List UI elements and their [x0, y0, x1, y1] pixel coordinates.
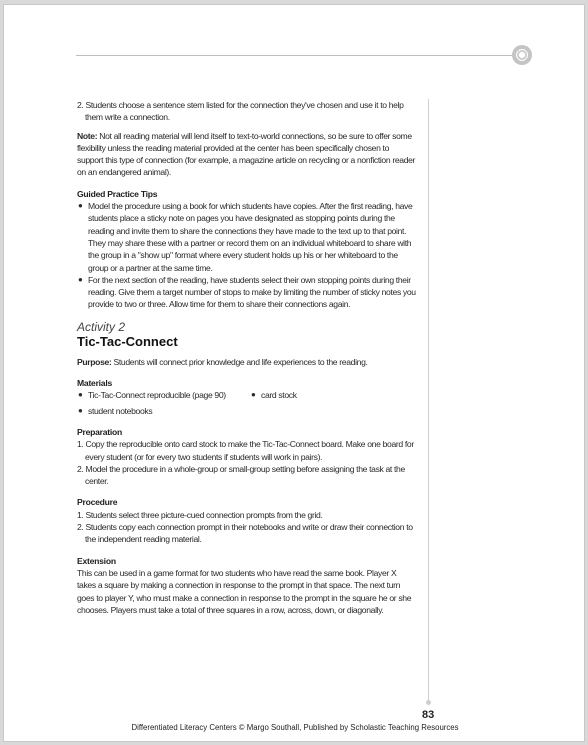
extension-heading: Extension [77, 555, 116, 566]
note-paragraph [77, 130, 417, 179]
guided-bullet-2 [77, 274, 417, 311]
margin-rule [428, 99, 429, 701]
procedure-step-1: 1. Students select three picture-cued connection prompts from the grid. [77, 509, 323, 520]
bullet-icon: ● [78, 201, 83, 211]
materials-item-2: ● card stock [251, 390, 297, 401]
page-number: 83 [422, 709, 435, 721]
materials-item-1: ● Tic-Tac-Connect reproducible (page 90) [78, 390, 226, 401]
bullet-icon: ● [251, 390, 256, 400]
header-rule [76, 55, 516, 56]
guided-bullet-1-text: Model the procedure using a book for which students have copies. After the first reading, have students place a sticky note on pages you have designated as stopping points during the reading and invite them to share the connections they have made to the text up to that point. They may share these with a partner or record them on an individual whiteboard to share with the group in a "show up" format where every student holds up his or her whiteboard to the group or a partner at the same time. [88, 201, 413, 273]
page-content [77, 99, 417, 616]
activity-title: Tic-Tac-Connect [77, 333, 178, 349]
bullet-icon: ● [78, 405, 83, 415]
preparation-step-1: 1. Copy the reproducible onto card stock to make the Tic-Tac-Connect board. Make one board for every student (or for every two students if students will work in pairs). [77, 439, 414, 462]
margin-rule-end-dot [426, 700, 431, 705]
bullet-icon: ● [78, 390, 83, 400]
purpose-label: Purpose: [77, 356, 112, 367]
footer-credit: Differentiated Literacy Centers © Margo Southall, Published by Scholastic Teaching Resources [131, 723, 459, 732]
bullet-icon: ● [78, 274, 83, 284]
note-text: Not all reading material will lend itself to text-to-world connections, so be sure to offer some flexibility unless the reading material provided at the center has been specifically chosen to support this type of connection (for example, a magazine article on recycling or a nonfiction reader on an endangered animal). [77, 130, 416, 178]
purpose-text: Students will connect prior knowledge and life experiences to the reading. [111, 356, 368, 367]
materials-heading: Materials [77, 378, 113, 389]
preparation-heading: Preparation [77, 426, 123, 437]
procedure-step-2: 2. Students copy each connection prompt in their notebooks and write or draw their connection to the independent reading material. [77, 522, 413, 545]
document-page [3, 4, 585, 742]
guided-bullet-2-text: For the next section of the reading, have students select their own stopping points during their reading. Give them a target number of stops to make by limiting the number of sticky notes you provide to two or three. Allow time for them to share their connections again. [88, 274, 416, 310]
guided-practice-heading: Guided Practice Tips [77, 188, 158, 199]
procedure-heading: Procedure [77, 497, 118, 508]
intro-step-2: 2. Students choose a sentence stem listed for the connection they've chosen and use it to help them write a connection. [77, 100, 404, 123]
purpose-paragraph [77, 356, 417, 368]
materials-item-3: ● student notebooks [78, 405, 153, 416]
preparation-step-2: 2. Model the procedure in a whole-group or small-group setting before assigning the task at the center. [77, 463, 405, 487]
header-ring-ornament [512, 45, 532, 65]
guided-bullet-1 [77, 200, 417, 274]
extension-text: This can be used in a game format for two students who have read the same book. Player X takes a square by making a connection in response to the prompt in that space. The next turn goes to player Y, who must make a connection in response to the prompt in the square he or she chooses. Players must take a total of three squares in a row, across, down, or diagonally. [77, 567, 412, 615]
note-label: Note: [77, 130, 98, 141]
activity-number: Activity 2 [77, 319, 126, 334]
